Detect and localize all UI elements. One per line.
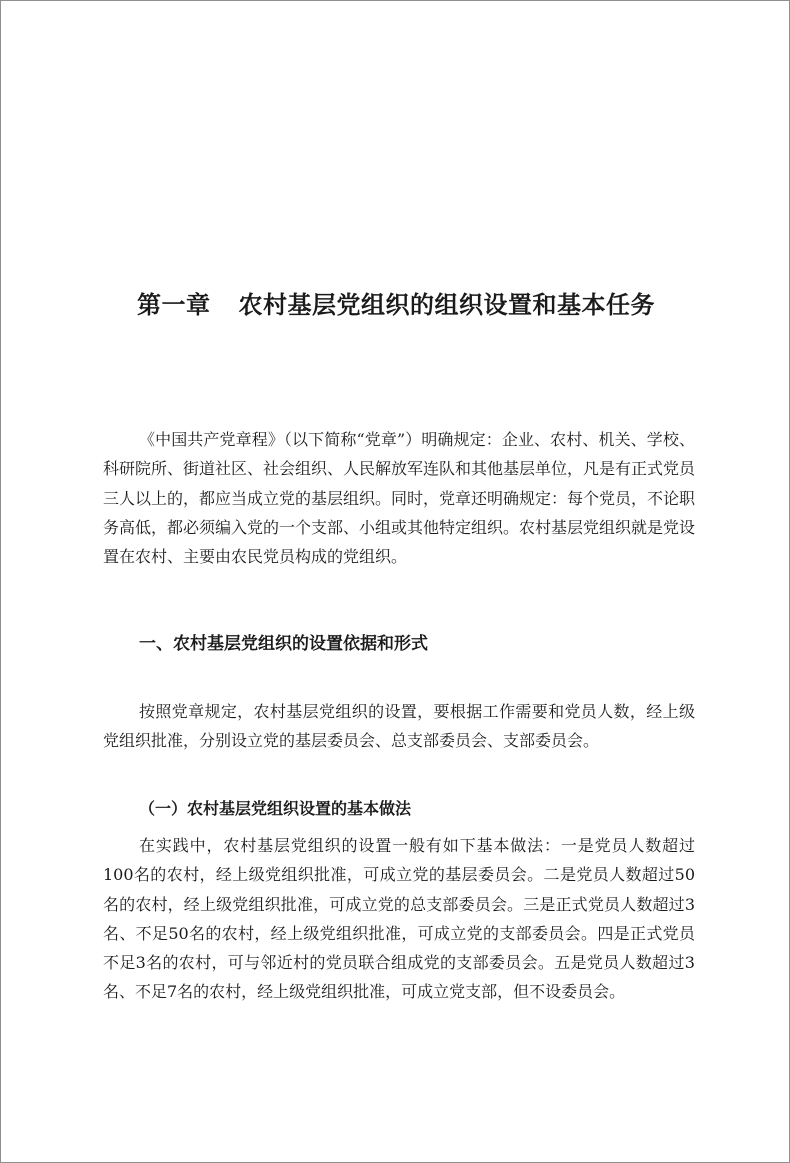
- intro-paragraph: 《中国共产党章程》（以下简称“党章”）明确规定：企业、农村、机关、学校、科研院所、街道社区、社会组织、人民解放军连队和其他基层单位，凡是有正式党员三人以上的，都应当成立党的基层组织。同时，党章还明确规定：每个党员，不论职务高低，都必须编入党的一个支部、小组或其他特定组织。农村基层党组织就是党设置在农村、主要由农民党员构成的党组织。: [103, 430, 696, 567]
- chapter-name: 农村基层党组织的组织设置和基本任务: [238, 290, 655, 319]
- subsection-paragraph: 在实践中，农村基层党组织的设置一般有如下基本做法：一是党员人数超过100名的农村，经上级党组织批准，可成立党的基层委员会。二是党员人数超过50名的农村，经上级党组织批准，可成立党的总支部委员会。三是正式党员人数超过3名、不足50名的农村，经上级党组织批准，可成立党的支部委员会。四是正式党员不足3名的农村，可与邻近村的党员联合组成党的支部委员会。五是党员人数超过3名、不足7名的农村，经上级党组织批准，可成立党支部，但不设委员会。: [103, 836, 695, 1002]
- chapter-title: [1, 287, 790, 323]
- section-heading: 一、农村基层党组织的设置依据和形式: [139, 634, 428, 654]
- section-paragraph: 按照党章规定，农村基层党组织的设置，要根据工作需要和党员人数，经上级党组织批准，分别设立党的基层委员会、总支部委员会、支部委员会。: [103, 702, 695, 751]
- chapter-number: 第一章: [137, 290, 211, 319]
- subsection-heading: （一）农村基层党组织设置的基本做法: [139, 799, 412, 818]
